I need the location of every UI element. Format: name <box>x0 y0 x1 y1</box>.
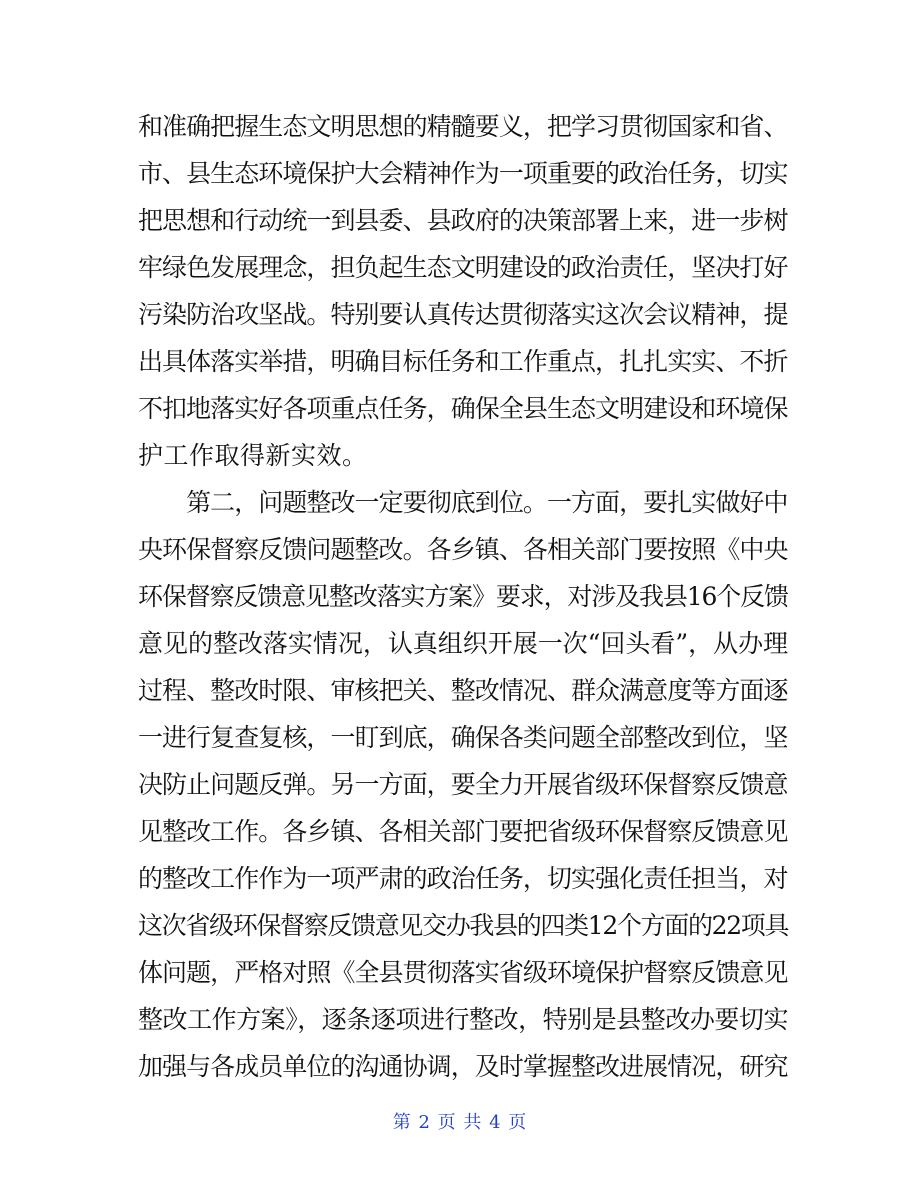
text-line: 把思想和行动统一到县委、县政府的决策部署上来，进一步树 <box>138 206 788 235</box>
text-line: 这次省级环保督察反馈意见交办我县的四类12个方面的22项具 <box>138 911 789 940</box>
text-line: 一进行复查复核，一盯到底，确保各类问题全部整改到位，坚 <box>138 723 788 752</box>
text-line: 市、县生态环境保护大会精神作为一项重要的政治任务，切实 <box>138 159 788 188</box>
page-footer <box>0 1108 920 1134</box>
page-number: 第 2 页 共 4 页 <box>392 1112 528 1133</box>
text-line: 央环保督察反馈问题整改。各乡镇、各相关部门要按照《中央 <box>138 535 788 564</box>
text-line: 污染防治攻坚战。特别要认真传达贯彻落实这次会议精神，提 <box>138 300 788 329</box>
text-line: 过程、整改时限、审核把关、整改情况、群众满意度等方面逐 <box>138 676 788 705</box>
text-line: 不扣地落实好各项重点任务，确保全县生态文明建设和环境保 <box>138 394 788 423</box>
text-line: 和准确把握生态文明思想的精髓要义，把学习贯彻国家和省、 <box>138 112 788 141</box>
text-line: 加强与各成员单位的沟通协调，及时掌握整改进展情况，研究 <box>138 1052 788 1081</box>
document-body <box>138 103 788 1090</box>
text-line: 第二，问题整改一定要彻底到位。一方面，要扎实做好中 <box>138 488 788 517</box>
text-line: 意见的整改落实情况，认真组织开展一次“回头看”，从办理 <box>138 629 789 658</box>
text-line: 体问题，严格对照《全县贯彻落实省级环境保护督察反馈意见 <box>138 958 788 987</box>
text-line: 牢绿色发展理念，担负起生态文明建设的政治责任，坚决打好 <box>138 253 788 282</box>
text-line: 出具体落实举措，明确目标任务和工作重点，扎扎实实、不折 <box>138 347 788 376</box>
text-line: 护工作取得新实效。 <box>138 441 368 470</box>
text-line: 见整改工作。各乡镇、各相关部门要把省级环保督察反馈意见 <box>138 817 788 846</box>
text-line: 决防止问题反弹。另一方面，要全力开展省级环保督察反馈意 <box>138 770 788 799</box>
text-line: 环保督察反馈意见整改落实方案》要求，对涉及我县16个反馈 <box>138 582 788 611</box>
text-line: 的整改工作作为一项严肃的政治任务，切实强化责任担当，对 <box>138 864 788 893</box>
text-line: 整改工作方案》，逐条逐项进行整改，特别是县整改办要切实 <box>138 1005 789 1034</box>
